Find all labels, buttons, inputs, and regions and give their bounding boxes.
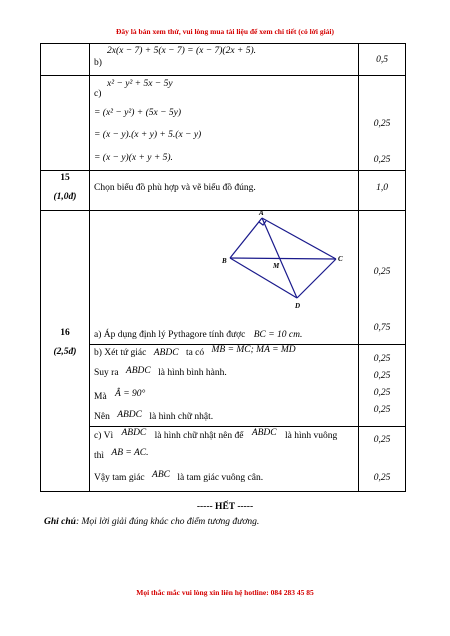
score: 0,25	[373, 371, 391, 381]
score: 0,25	[373, 405, 391, 415]
point-label-m: M	[273, 262, 280, 270]
question-points: (1,0đ)	[53, 192, 77, 202]
footnote	[44, 517, 259, 527]
question-cell	[41, 76, 90, 171]
answer-text: Mà Â = 90°	[94, 389, 146, 402]
footnote-label: Ghi chú	[44, 517, 76, 527]
answer-text: thì AB = AC.	[94, 448, 149, 461]
end-mark: ----- HẾT -----	[196, 502, 254, 512]
point-label-d: D	[295, 302, 301, 310]
table-row	[41, 211, 406, 345]
segment-ac	[262, 218, 336, 259]
answer-text: a) Áp dụng định lý Pythagore tính được BC = 10 cm.	[94, 330, 303, 340]
header-notice: Đây là bản xem thử, vui lòng mua tài liệu để xem chi tiết (có lời giải)	[115, 27, 335, 36]
part-label: c)	[94, 89, 102, 99]
answer-text: c) Vì ABDC là hình chữ nhật nên để ABDC là hình vuông	[94, 428, 338, 441]
score-cell	[359, 171, 406, 211]
math-expression: = (x² − y²) + (5x − 5y)	[94, 108, 181, 118]
segment-cd	[297, 259, 336, 298]
table-row	[41, 427, 406, 492]
point-label-b: B	[222, 257, 227, 265]
score-cell	[359, 76, 406, 171]
question-number: 16	[60, 328, 70, 338]
point-label-c: C	[338, 255, 343, 263]
question-cell	[41, 44, 90, 76]
answer-cell	[90, 171, 359, 211]
segment-ab	[230, 218, 262, 258]
question-number: 15	[60, 173, 70, 183]
answer-table	[40, 43, 406, 492]
answer-cell	[90, 76, 359, 171]
question-cell	[41, 171, 90, 211]
answer-text: Suy ra ABDC là hình bình hành.	[94, 366, 227, 378]
math-expression: = (x − y).(x + y) + 5.(x − y)	[94, 130, 202, 140]
score-cell	[359, 345, 406, 427]
score: 1,0	[376, 183, 388, 193]
question-cell	[41, 211, 90, 492]
table-row	[41, 76, 406, 171]
footer-notice: Mọi thắc mắc vui lòng xin liên hệ hotline: 084 283 45 85	[136, 588, 314, 597]
table-row	[41, 171, 406, 211]
score: 0,25	[373, 119, 391, 129]
answer-text: b) Xét tứ giác ABDC ta có MB = MC; MA = MD	[94, 345, 296, 358]
segment-bd	[230, 258, 297, 298]
score: 0,25	[373, 354, 391, 364]
question-points: (2,5đ)	[53, 347, 77, 357]
answer-text: Chọn biểu đồ phù hợp và vẽ biểu đồ đúng.	[94, 183, 256, 193]
math-expression: 2x(x − 7) + 5(x − 7) = (x − 7)(2x + 5).	[107, 46, 256, 56]
answer-text: Nên ABDC là hình chữ nhật.	[94, 410, 214, 422]
point-label-a: A	[259, 211, 264, 217]
score: 0,25	[373, 435, 391, 445]
answer-text: Vậy tam giác ABC là tam giác vuông cân.	[94, 470, 264, 483]
answer-cell	[90, 44, 359, 76]
answer-cell	[90, 427, 359, 492]
score-cell	[359, 44, 406, 76]
score: 0,25	[373, 267, 391, 277]
table-row	[41, 44, 406, 76]
score: 0,25	[373, 155, 391, 165]
score: 0,25	[373, 473, 391, 483]
score-cell	[359, 427, 406, 492]
math-expression: x² − y² + 5x − 5y	[107, 79, 173, 89]
footnote-text: : Mọi lời giải đúng khác cho điểm tương đương.	[75, 517, 260, 527]
score: 0,75	[373, 323, 391, 333]
answer-cell	[90, 345, 359, 427]
table-row	[41, 345, 406, 427]
score: 0,5	[376, 55, 388, 65]
segment-bc	[230, 258, 336, 259]
geometry-figure	[90, 211, 360, 345]
part-label: b)	[94, 58, 102, 68]
score-cell	[359, 211, 406, 345]
math-expression: = (x − y)(x + y + 5).	[94, 153, 173, 163]
answer-cell	[90, 211, 359, 345]
score: 0,25	[373, 388, 391, 398]
